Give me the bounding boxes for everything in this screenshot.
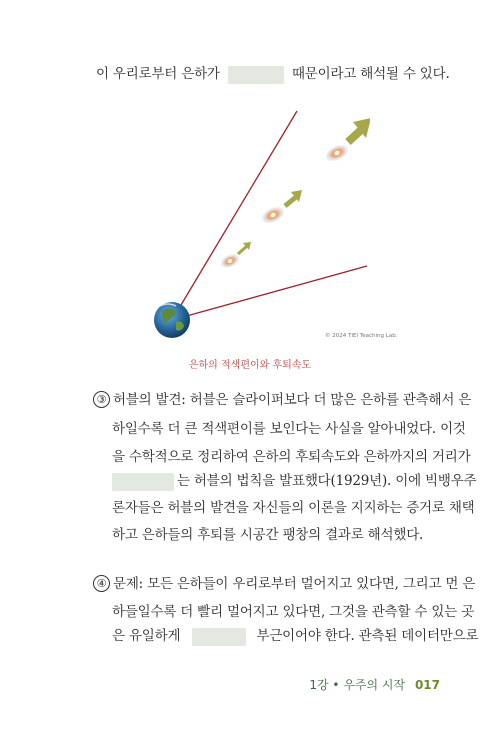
redshift-figure bbox=[140, 98, 370, 348]
answer-blank[interactable] bbox=[112, 473, 174, 491]
ray-lower bbox=[172, 266, 367, 320]
figure-caption: 은하의 적색편이와 후퇴속도 bbox=[188, 360, 312, 371]
section3-line-4: 는 허블의 법칙을 발표했다(1929년). 이에 빅뱅우주 bbox=[112, 469, 476, 491]
page-number: 017 bbox=[414, 678, 440, 692]
arrow-small-icon bbox=[238, 242, 251, 254]
section3-line-2: 하일수록 더 큰 적색편이를 보인다는 사실을 알아내었다. 이것 bbox=[112, 421, 466, 437]
galaxy-near-icon bbox=[218, 251, 241, 270]
earth-icon bbox=[154, 302, 190, 338]
section3-line-6: 하고 은하들의 후퇴를 시공간 팽창의 결과로 해석했다. bbox=[112, 527, 424, 543]
arrow-medium-icon bbox=[285, 190, 302, 206]
galaxy-mid-icon bbox=[259, 204, 287, 227]
section3-line-3: 을 수학적으로 정리하여 은하의 후퇴속도와 은하까지의 거리가 bbox=[112, 449, 471, 465]
chapter-title: 1강 • 우주의 시작 bbox=[309, 678, 406, 692]
answer-blank[interactable] bbox=[228, 66, 284, 84]
section4-line-1: ④ 문제: 모든 은하들이 우리로부터 멀어지고 있다면, 그리고 먼 은 bbox=[93, 572, 475, 592]
section4-line-3: 은 유일하게 부근이어야 한다. 관측된 데이터만으로 bbox=[112, 628, 479, 644]
page-footer bbox=[309, 676, 440, 693]
top-line bbox=[96, 62, 450, 84]
answer-blank[interactable] bbox=[192, 628, 246, 646]
section3-line-1: ③ 허블의 발견: 허블은 슬라이퍼보다 더 많은 은하를 관측해서 은 bbox=[93, 388, 471, 408]
arrow-large-icon bbox=[348, 118, 370, 142]
top-line-before: 이 우리로부터 은하가 bbox=[96, 66, 220, 82]
figure-credit: © 2024 TIEI Teaching Lab. bbox=[325, 333, 398, 339]
section3-line-5: 론자들은 허블의 발견을 자신들의 이론을 지지하는 증거로 채택 bbox=[112, 500, 475, 516]
section3-number: ③ bbox=[93, 391, 110, 408]
section4-number: ④ bbox=[93, 575, 110, 592]
section4-line-2: 하들일수록 더 빨리 멀어지고 있다면, 그것을 관측할 수 있는 곳 bbox=[112, 604, 474, 620]
galaxy-far-icon bbox=[323, 142, 351, 165]
top-line-after: 때문이라고 해석될 수 있다. bbox=[291, 66, 450, 82]
